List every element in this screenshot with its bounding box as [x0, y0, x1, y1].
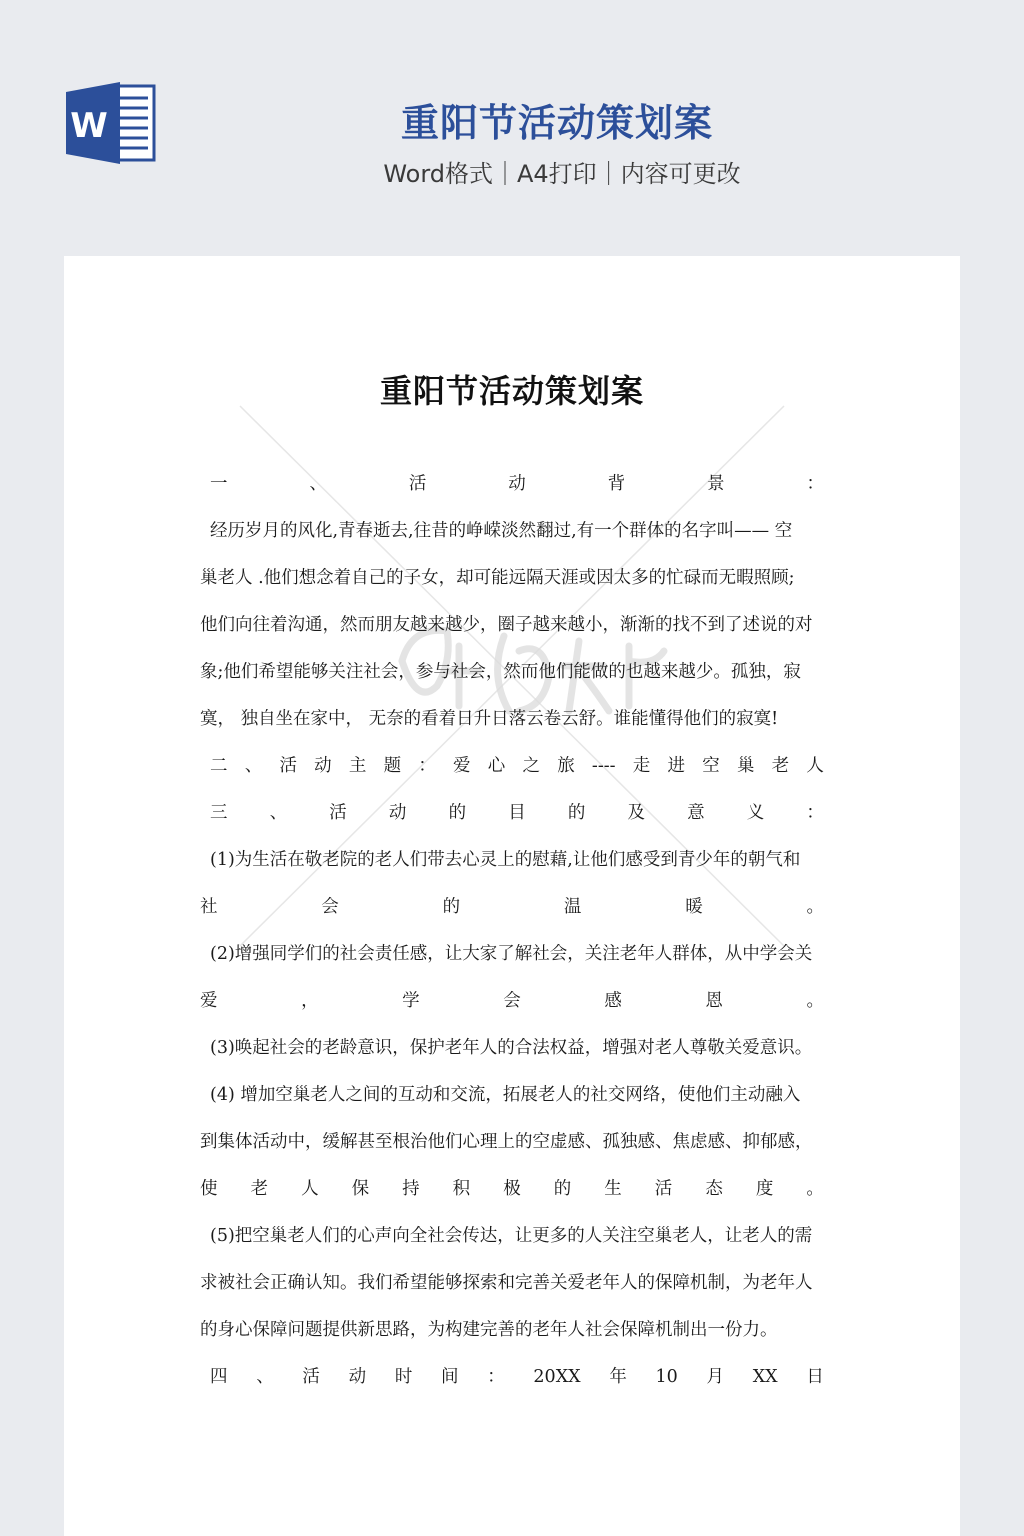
line-token: 时	[394, 1367, 413, 1387]
line-token: 意	[687, 803, 705, 823]
document-line: 到集体活动中，缓解甚至根治他们心理上的空虚感、孤独感、焦虑感、抑郁感，	[200, 1132, 813, 1152]
header	[0, 0, 1024, 256]
line-token: 10	[655, 1367, 678, 1387]
line-token: 旅	[557, 756, 575, 776]
line-token: 保	[351, 1179, 370, 1199]
line-token: 温	[563, 897, 582, 917]
document-line	[200, 1166, 824, 1213]
line-token: 老	[250, 1179, 269, 1199]
document-line: (4) 增加空巢老人之间的互动和交流，拓展老人的社交网络，使他们主动融入	[210, 1085, 801, 1105]
document-body	[200, 461, 824, 1401]
document-line: 巢老人 .他们想念着自己的子女，却可能远隔天涯或因太多的忙碌而无暇照顾;	[200, 568, 795, 588]
line-token: 的	[567, 803, 586, 823]
line-token: 动	[388, 803, 407, 823]
document-line: (1)为生活在敬老院的老人们带去心灵上的慰藉,让他们感受到青少年的朝气和	[210, 850, 801, 870]
line-token: 人	[806, 756, 824, 776]
line-token: 一	[210, 474, 228, 494]
line-token: 社	[200, 897, 218, 917]
document-line	[200, 978, 824, 1025]
line-token: 月	[706, 1367, 724, 1387]
line-token: 背	[607, 474, 626, 494]
line-token: 会	[321, 897, 339, 917]
header-subtitle: Word格式｜A4打印｜内容可更改	[383, 160, 741, 188]
document-line	[200, 461, 824, 508]
line-token: XX	[752, 1367, 778, 1387]
line-token: 积	[452, 1179, 471, 1199]
line-token: ：	[418, 756, 436, 776]
line-token: ：	[806, 803, 824, 823]
line-token: 会	[503, 991, 521, 1011]
document-line	[200, 790, 824, 837]
document-line: (5)把空巢老人们的心声向全社会传达，让更多的人关注空巢老人，让老人的需	[210, 1226, 813, 1246]
document-line: (2)增强同学们的社会责任感，让大家了解社会，关注老年人群体，从中学会关	[210, 944, 813, 964]
line-token: 走	[632, 756, 651, 776]
line-token: 四	[210, 1367, 228, 1387]
line-token: 生	[604, 1179, 622, 1199]
document-title: 重阳节活动策划案	[379, 372, 644, 410]
line-token: 。	[806, 1179, 824, 1199]
line-token: 活	[408, 474, 427, 494]
line-token: 动	[508, 474, 526, 494]
line-token: 间	[441, 1367, 459, 1387]
document-line: 象;他们希望能够关注社会，参与社会，然而他们能做的也越来越少。孤独，寂	[200, 662, 801, 682]
line-token: ----	[591, 756, 616, 776]
line-token: 年	[609, 1367, 627, 1387]
line-token: 使	[200, 1179, 218, 1199]
line-token: 暖	[685, 897, 703, 917]
line-token: 20XX	[533, 1367, 581, 1387]
line-token: 及	[627, 803, 645, 823]
line-token: 之	[522, 756, 540, 776]
line-token: 老	[771, 756, 790, 776]
document-line: 求被社会正确认知。我们希望能够探索和完善关爱老年人的保障机制，为老年人	[200, 1273, 813, 1293]
line-token: 三	[210, 803, 228, 823]
document-page	[64, 256, 960, 1536]
line-token: 景	[707, 474, 725, 494]
document-line	[200, 1354, 824, 1401]
line-token: 持	[402, 1179, 420, 1199]
line-token: 的	[553, 1179, 572, 1199]
line-token: ，	[301, 991, 319, 1011]
line-token: 。	[806, 991, 824, 1011]
line-token: 态	[705, 1179, 723, 1199]
line-token: 动	[314, 756, 332, 776]
line-token: 活	[279, 756, 297, 776]
line-token: 、	[309, 474, 327, 494]
word-logo-letter: W	[70, 106, 108, 146]
line-token: 二	[210, 756, 228, 776]
line-token: 活	[654, 1179, 673, 1199]
line-token: 题	[383, 756, 402, 776]
line-token: 活	[329, 803, 347, 823]
line-token: 动	[348, 1367, 367, 1387]
header-title: 重阳节活动策划案	[400, 101, 713, 145]
line-token: 感	[604, 991, 622, 1011]
line-token: 空	[702, 756, 720, 776]
document-line	[200, 743, 824, 790]
line-token: 的	[448, 803, 467, 823]
line-token: 、	[269, 803, 288, 823]
document-line: 经历岁月的风化,青春逝去,往昔的峥嵘淡然翻过,有一个群体的名字叫—— 空	[210, 521, 793, 541]
document-line: 寞， 独自坐在家中， 无奈的看着日升日落云卷云舒。谁能懂得他们的寂寞!	[200, 709, 779, 729]
line-token: 学	[402, 991, 420, 1011]
line-token: 目	[508, 803, 526, 823]
line-token: 爱	[200, 991, 218, 1011]
line-token: 人	[301, 1179, 319, 1199]
line-token: 义	[746, 803, 765, 823]
line-token: 日	[806, 1367, 824, 1387]
line-token: 、	[256, 1367, 274, 1387]
line-token: 主	[348, 756, 367, 776]
line-token: 进	[667, 756, 685, 776]
document-line: 他们向往着沟通，然而朋友越来越少，圈子越来越小，渐渐的找不到了述说的对	[200, 615, 813, 635]
line-token: ：	[487, 1367, 505, 1387]
line-token: 。	[806, 897, 824, 917]
line-token: 极	[503, 1179, 521, 1199]
line-token: 、	[244, 756, 263, 776]
line-token: 活	[302, 1367, 320, 1387]
line-token: ：	[806, 474, 824, 494]
line-token: 恩	[705, 991, 723, 1011]
document-line: (3)唤起社会的老龄意识，保护老年人的合法权益，增强对老人尊敬关爱意识。	[210, 1038, 813, 1058]
line-token: 心	[487, 756, 506, 776]
document-line	[200, 884, 824, 931]
line-token: 巢	[736, 756, 755, 776]
line-token: 度	[755, 1179, 774, 1199]
line-token: 的	[442, 897, 461, 917]
document-line: 的身心保障问题提供新思路，为构建完善的老年人社会保障机制出一份力。	[200, 1320, 778, 1340]
line-token: 爱	[453, 756, 471, 776]
